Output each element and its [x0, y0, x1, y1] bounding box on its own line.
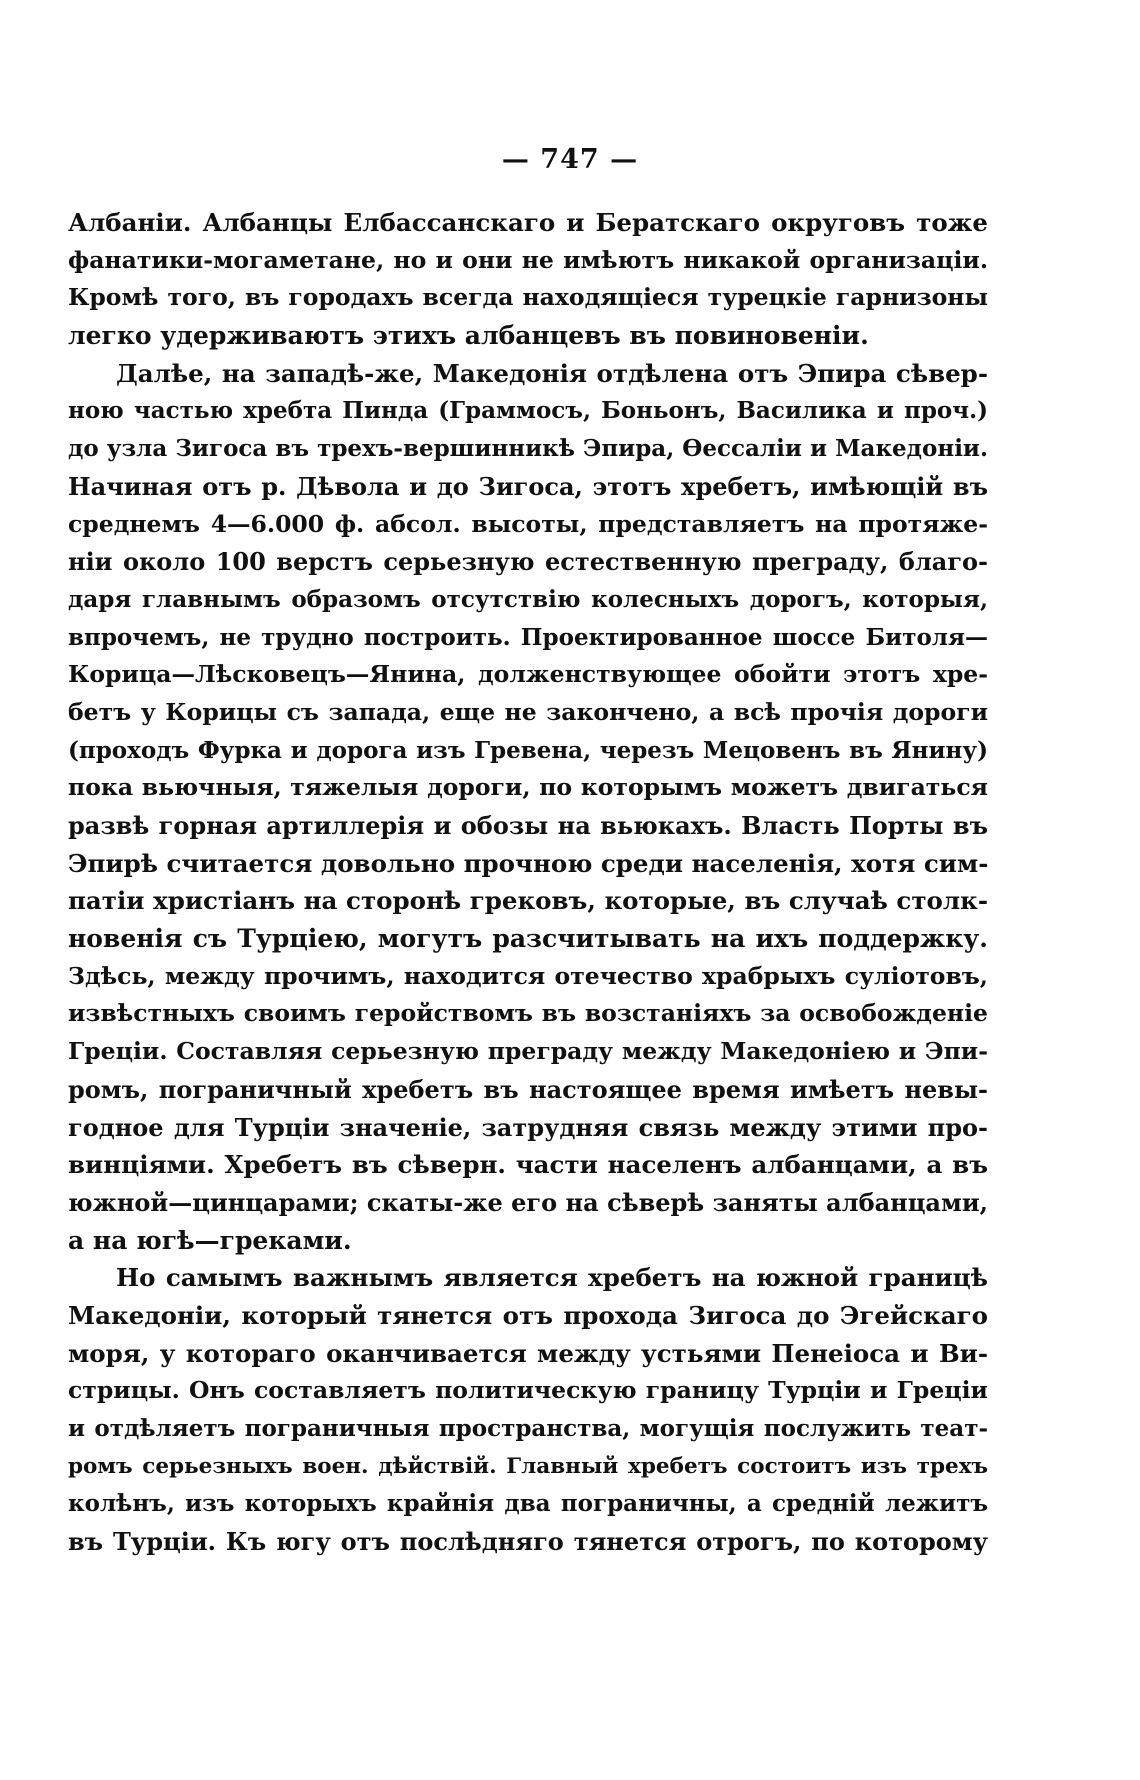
text-line: годное для Турціи значеніе, затрудняя связь между этими про- [68, 1112, 988, 1142]
text-line: колѣнъ, изъ которыхъ крайнія два пограничны, а средній лежитъ [68, 1490, 988, 1518]
text-line: ніи около 100 верстъ серьезную естественную преграду, благо- [68, 547, 988, 577]
text-line: Начиная отъ р. Дѣвола и до Зигоса, этотъ хребетъ, имѣющій въ [68, 471, 988, 501]
text-line: извѣстныхъ своимъ геройствомъ въ возстаніяхъ за освобожденіе [68, 999, 988, 1028]
text-line: фанатики-могаметане, но и они не имѣютъ никакой организаціи. [68, 245, 988, 274]
text-line: Эпирѣ считается довольно прочною среди населенія, хотя сим- [68, 848, 988, 878]
text-line: Здѣсь, между прочимъ, находится отечество храбрыхъ суліотовъ, [68, 961, 988, 990]
text-line: Корица—Лѣсковецъ—Янина, долженствующее обойти этотъ хре- [68, 660, 988, 689]
text-line: Далѣе, на западѣ-же, Македонія отдѣлена отъ Эпира сѣвер- [116, 358, 988, 388]
text-line: бетъ у Корицы съ запада, еще не закончено, а всѣ прочія дороги [68, 697, 988, 726]
text-line: Македоніи, который тянется отъ прохода Зигоса до Эгейскаго [68, 1300, 988, 1330]
text-line: до узла Зигоса въ трехъ-вершинникѣ Эпира, Ѳессаліи и Македоніи. [68, 435, 988, 463]
text-line: Албаніи. Албанцы Елбассанскаго и Бератскаго округовъ тоже [68, 208, 988, 237]
text-line: ромъ, пограничный хребетъ въ настоящее время имѣетъ невы- [68, 1074, 988, 1104]
text-line: Греціи. Составляя серьезную преграду между Македоніею и Эпи- [68, 1037, 988, 1066]
text-line: патіи христіанъ на сторонѣ грековъ, которые, въ случаѣ столк- [68, 886, 988, 916]
text-line: среднемъ 4—6.000 ф. абсол. высоты, представляетъ на протяже- [68, 509, 988, 538]
text-line: винціями. Хребетъ въ сѣверн. части населенъ албанцами, а въ [68, 1150, 988, 1180]
text-line: южной—цинцарами; скаты-же его на сѣверѣ заняты албанцами, [68, 1187, 988, 1217]
text-line: въ Турціи. Къ югу отъ послѣдняго тянется отрогъ, по которому [68, 1527, 988, 1557]
text-line: ромъ серьезныхъ воен. дѣйствій. Главный хребетъ состоитъ изъ трехъ [68, 1453, 988, 1479]
text-line: Но самымъ важнымъ является хребетъ на южной границѣ [116, 1263, 988, 1293]
text-line: стрицы. Онъ составляетъ политическую границу Турціи и Греціи [68, 1376, 988, 1405]
text-line: моря, у котораго оканчивается между устьями Пенеіоса и Ви- [68, 1338, 988, 1368]
text-line: (проходъ Фурка и дорога изъ Гревена, черезъ Мецовенъ въ Янину) [68, 736, 988, 764]
text-line: развѣ горная артиллерія и обозы на вьюкахъ. Власть Порты въ [68, 811, 988, 840]
text-line: легко удерживаютъ этихъ албанцевъ въ повиновеніи. [68, 321, 869, 351]
text-line: новенія съ Турціею, могутъ разсчитывать на ихъ поддержку. [68, 924, 988, 954]
text-line: а на югѣ—греками. [68, 1225, 352, 1255]
text-line: впрочемъ, не трудно построить. Проектированное шоссе Битоля— [68, 623, 988, 651]
body-text [68, 204, 988, 1561]
page-number: — 747 — [501, 144, 639, 175]
text-line: Кромѣ того, въ городахъ всегда находящіеся турецкіе гарнизоны [68, 283, 988, 312]
text-line: даря главнымъ образомъ отсутствію колесныхъ дорогъ, которыя, [68, 585, 988, 613]
text-line: ною частью хребта Пинда (Граммосъ, Боньонъ, Василика и проч.) [68, 397, 988, 425]
text-line: и отдѣляетъ пограничныя пространства, могущія послужить теат- [68, 1415, 988, 1442]
text-line: пока вьючныя, тяжелыя дороги, по которымъ можетъ двигаться [68, 773, 988, 802]
